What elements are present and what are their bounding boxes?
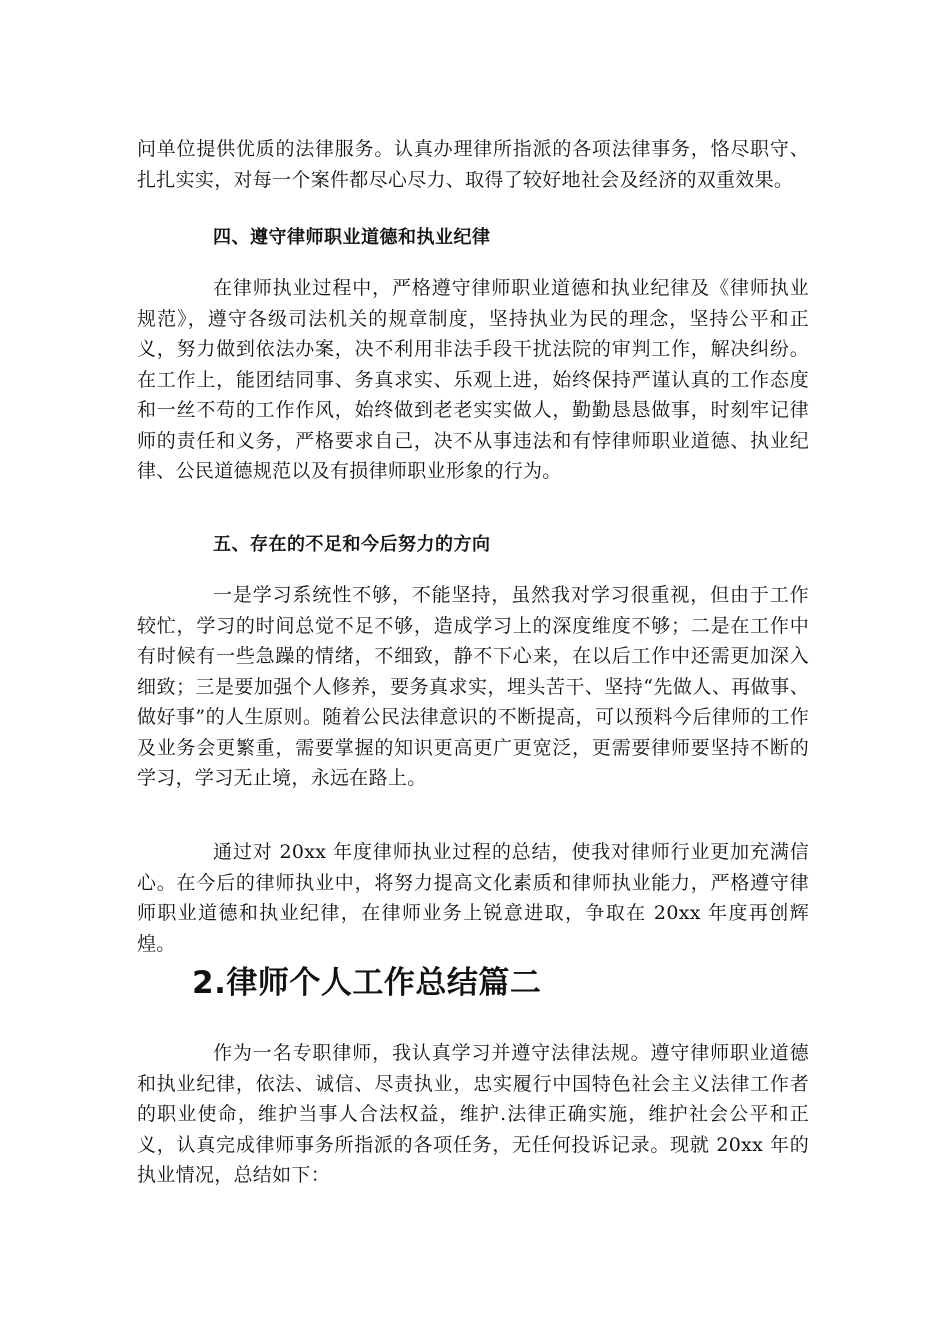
- paragraph-part-two: 作为一名专职律师，我认真学习并遵守法律法规。遵守律师职业道德和执业纪律，依法、诚信、尽责执业，忠实履行中国特色社会主义法律工作者的职业使命，维护当事人合法权益，维护.法律正确实施，维护社会公平和正义，认真完成律师事务所指派的各项任务，无任何投诉记录。现就 20xx 年的执业情况，总结如下：: [137, 1042, 809, 1186]
- article-title: 2.律师个人工作总结篇二: [192, 965, 542, 1001]
- paragraph-section-5: 一是学习系统性不够，不能坚持，虽然我对学习很重视，但由于工作较忙，学习的时间总觉不足不够，造成学习上的深度维度不够；二是在工作中有时候有一些急躁的情绪，不细致，静不下心来，在以后工作中还需更加深入细致；三是要加强个人修养，要务真求实，埋头苦干、坚持“先做人、再做事、做好事”的人生原则。随着公民法律意识的不断提高，可以预料今后律师的工作及业务会更繁重，需要掌握的知识更高更广更宽泛，更需要律师要坚持不断的学习，学习无止境，永远在路上。: [137, 584, 809, 789]
- section-heading-4: 四、遵守律师职业道德和执业纪律: [213, 227, 491, 248]
- paragraph-section-4: 在律师执业过程中，严格遵守律师职业道德和执业纪律及《律师执业规范》，遵守各级司法机关的规章制度，坚持执业为民的理念，坚持公平和正义，努力做到依法办案，决不利用非法手段干扰法院的审判工作，解决纠纷。在工作上，能团结同事、务真求实、乐观上进，始终保持严谨认真的工作态度和一丝不苟的工作作风，始终做到老老实实做人，勤勤恳恳做事，时刻牢记律师的责任和义务，严格要求自己，决不从事违法和有悖律师职业道德、执业纪律、公民道德规范以及有损律师职业形象的行为。: [137, 277, 809, 482]
- paragraph-summary: 通过对 20xx 年度律师执业过程的总结，使我对律师行业更加充满信心。在今后的律师执业中，将努力提高文化素质和律师执业能力，严格遵守律师职业道德和执业纪律，在律师业务上锐意进取，争取在 20xx 年度再创辉煌。: [137, 841, 809, 955]
- section-heading-5: 五、存在的不足和今后努力的方向: [213, 534, 491, 555]
- paragraph-intro: 问单位提供优质的法律服务。认真办理律所指派的各项法律事务，恪尽职守、扎扎实实，对每一个案件都尽心尽力、取得了较好地社会及经济的双重效果。: [137, 138, 809, 191]
